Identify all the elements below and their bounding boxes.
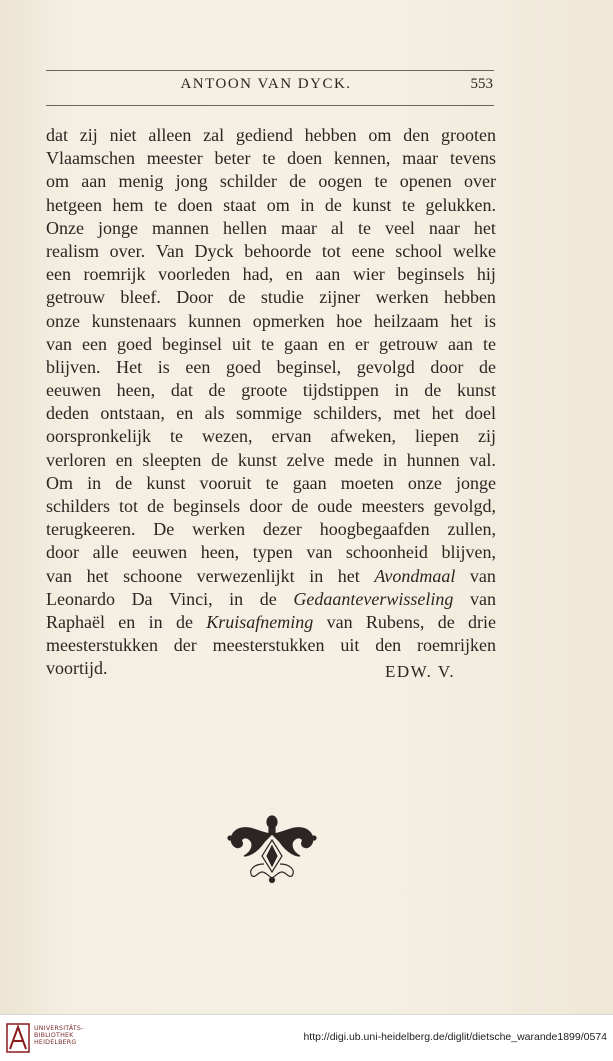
word: onze: [407, 472, 442, 493]
word: schoonheid: [345, 542, 428, 563]
word: opmerken: [252, 310, 325, 331]
word: menig: [118, 171, 164, 192]
word: voortijd.: [46, 658, 108, 679]
word: werken: [375, 287, 429, 308]
word: goed: [116, 333, 152, 354]
word: kunst: [456, 380, 496, 401]
word: de: [479, 356, 496, 377]
word: Het: [116, 356, 143, 377]
word: kunst: [352, 194, 392, 215]
text-line: [46, 356, 496, 379]
word: Rubens,: [365, 611, 425, 632]
header-rule-bottom: [46, 105, 494, 106]
word: het: [86, 565, 109, 586]
word: kunnen: [188, 310, 242, 331]
word: tot: [321, 240, 341, 261]
word: hetgeen: [46, 194, 102, 215]
word: sleepten: [142, 449, 202, 470]
digitization-footer: [0, 1014, 613, 1061]
word: gaan: [292, 472, 327, 493]
word: dezer: [262, 519, 302, 540]
word: deden: [46, 403, 89, 424]
word: had,: [242, 264, 274, 285]
italic-title: Kruisafneming: [206, 611, 314, 632]
word: maar: [402, 148, 439, 169]
word: onze: [46, 310, 80, 331]
logo-line: UNIVERSITÄTS-: [34, 1025, 84, 1032]
word: te: [374, 171, 388, 192]
library-logo-text: [34, 1025, 84, 1047]
text-line: [46, 402, 496, 425]
word: eeuwen: [46, 380, 101, 401]
word: meesters: [361, 496, 425, 516]
word: tot: [119, 496, 139, 516]
word: Onze: [46, 217, 84, 238]
word: de: [147, 496, 165, 516]
word: openen: [399, 171, 452, 192]
word: liepen: [415, 426, 459, 447]
library-logo-icon: [6, 1023, 30, 1053]
word: van: [326, 611, 353, 632]
word: een: [185, 356, 211, 377]
word: de: [228, 287, 246, 308]
text-line: [46, 333, 496, 356]
word: uit: [231, 333, 251, 354]
word: gediend: [235, 125, 293, 145]
word: al: [330, 217, 344, 238]
body-text: [46, 124, 496, 681]
word: dat: [46, 125, 68, 145]
word: schilders: [46, 496, 110, 516]
word: het: [450, 310, 473, 331]
word: Van: [155, 240, 184, 261]
word: den: [375, 635, 402, 656]
word: hoe: [336, 310, 363, 331]
word: gelukken.: [425, 194, 496, 215]
word: gaan: [284, 333, 318, 354]
word: Vinci,: [169, 588, 213, 609]
word: verloren: [46, 449, 106, 470]
word: aan: [315, 264, 341, 285]
word: staat: [223, 194, 257, 215]
word: roemrijk: [83, 264, 146, 285]
text-line: [46, 518, 496, 541]
word: beginsels: [173, 496, 241, 516]
word: roemrijken: [417, 635, 496, 656]
word: werken: [192, 519, 246, 540]
word: hellen: [222, 217, 267, 238]
word: hem: [112, 194, 144, 215]
word: te: [170, 426, 184, 447]
word: getrouw: [46, 287, 105, 308]
word: van: [46, 565, 72, 586]
text-line: [46, 310, 496, 333]
word: sommige: [235, 403, 302, 424]
word: uit: [340, 635, 360, 656]
word: gevolgd,: [433, 496, 496, 516]
text-line: [46, 263, 496, 286]
word: is: [157, 356, 170, 377]
word: Dyck: [194, 240, 234, 261]
word: beginsels: [397, 264, 465, 285]
word: vooruit: [199, 472, 252, 493]
word: groote: [241, 380, 288, 401]
word: Da: [131, 588, 153, 609]
word: aan: [81, 171, 107, 192]
word: het: [337, 565, 360, 586]
word: verwezenlijkt: [196, 565, 295, 586]
word: te: [265, 472, 279, 493]
word: niet: [109, 125, 137, 145]
word: van: [469, 565, 496, 586]
word: om: [368, 125, 392, 145]
word: de: [211, 449, 229, 470]
italic-title: Gedaanteverwisseling: [293, 588, 454, 609]
word: een: [46, 264, 71, 285]
word: hebben: [304, 125, 357, 145]
word: doel: [464, 403, 496, 424]
word: de: [115, 472, 133, 493]
word: jonge: [455, 472, 496, 493]
word: gevolgd: [356, 356, 415, 377]
word: blijven.: [46, 356, 101, 377]
word: Door: [176, 287, 214, 308]
word: van: [46, 333, 72, 354]
word: en: [285, 264, 303, 285]
word: zelve: [286, 449, 325, 470]
word: Vlaamschen: [46, 148, 135, 169]
word: als: [204, 403, 225, 424]
word: oorspronkelijk: [46, 426, 151, 447]
word: heen,: [200, 542, 240, 563]
word: beter: [214, 148, 251, 169]
word: hoogbegaafden: [319, 519, 430, 540]
text-line: [46, 634, 496, 657]
word: meesterstukken: [46, 635, 158, 656]
word: er: [354, 333, 369, 354]
text-line: [46, 217, 496, 240]
word: goed: [226, 356, 261, 377]
word: het: [431, 403, 454, 424]
word: getrouw: [378, 333, 438, 354]
fleuron-ornament-icon: [222, 812, 322, 884]
text-line: [46, 147, 496, 170]
word: val.: [469, 449, 496, 470]
text-line: [46, 425, 496, 448]
word: ervan: [271, 426, 312, 447]
word: is: [483, 310, 496, 331]
word: om: [266, 194, 290, 215]
word: bleef.: [120, 287, 161, 308]
italic-title: Avondmaal: [374, 565, 456, 586]
text-line: [46, 194, 496, 217]
word: te: [154, 194, 168, 215]
text-line: [46, 495, 496, 518]
word: van: [469, 588, 496, 609]
word: zij: [478, 426, 496, 447]
word: dat: [170, 380, 193, 401]
word: De: [153, 519, 175, 540]
word: eeuwen: [132, 542, 188, 563]
word: den: [403, 125, 430, 145]
word: in: [309, 565, 324, 586]
word: en: [327, 333, 345, 354]
word: een: [82, 333, 107, 354]
source-url[interactable]: http://digi.ub.uni-heidelberg.de/diglit/dietsche_warande1899/0574: [303, 1031, 607, 1043]
word: alleen: [148, 125, 192, 145]
word: de: [324, 194, 342, 215]
word: in: [382, 449, 397, 470]
word: mannen: [151, 217, 209, 238]
word: eene: [351, 240, 385, 261]
word: wier: [352, 264, 385, 285]
word: voorleden: [158, 264, 231, 285]
word: doen: [287, 148, 323, 169]
word: jong: [175, 171, 208, 192]
word: zijner: [319, 287, 361, 308]
word: over.: [109, 240, 146, 261]
word: drie: [468, 611, 496, 632]
word: tevens: [449, 148, 496, 169]
word: naar: [428, 217, 460, 238]
running-title: ANTOON VAN DYCK.: [180, 76, 352, 92]
word: te: [262, 148, 276, 169]
word: om: [46, 171, 70, 192]
word: oogen: [318, 171, 363, 192]
word: te: [357, 217, 371, 238]
word: de: [291, 496, 309, 516]
word: Raphaël: [46, 611, 105, 632]
header-rule-top: [46, 70, 494, 71]
word: schilder: [219, 171, 277, 192]
word: aan: [447, 333, 473, 354]
word: jonge: [97, 217, 138, 238]
word: mede: [334, 449, 374, 470]
word: veel: [384, 217, 415, 238]
author-signature: EDW. V.: [385, 662, 456, 681]
text-line: [46, 541, 496, 564]
word: welke: [452, 240, 496, 261]
word: schilders,: [313, 403, 382, 424]
word: behoorde: [244, 240, 312, 261]
word: zullen,: [447, 519, 496, 540]
word: te: [401, 194, 415, 215]
page-number: 553: [470, 76, 493, 92]
word: door: [430, 356, 464, 377]
text-line: [46, 588, 496, 611]
word: hij: [476, 264, 496, 285]
text-line: [46, 170, 496, 193]
word: en: [118, 611, 136, 632]
word: te: [482, 333, 496, 354]
word: kunst: [146, 472, 186, 493]
word: typen: [252, 542, 293, 563]
word: schoone: [123, 565, 183, 586]
word: door: [249, 496, 283, 516]
word: meesterstukken: [212, 635, 325, 656]
word: kunst: [237, 449, 277, 470]
word: Om: [46, 472, 73, 493]
word: maar: [280, 217, 317, 238]
word: heen,: [116, 380, 156, 401]
word: de: [208, 380, 226, 401]
word: moeten: [340, 472, 394, 493]
word: de: [175, 611, 193, 632]
word: kennen,: [333, 148, 391, 169]
word: de: [424, 380, 442, 401]
word: kunstenaars: [91, 310, 177, 331]
word: in: [394, 380, 409, 401]
text-line: [46, 379, 496, 402]
word: meester: [146, 148, 203, 169]
word: der: [173, 635, 197, 656]
word: zij: [79, 125, 98, 145]
word: afweken,: [330, 426, 396, 447]
word: heilzaam: [373, 310, 439, 331]
word: in: [148, 611, 163, 632]
word: beginsel,: [276, 356, 342, 377]
word: doen: [177, 194, 213, 215]
word: oude: [317, 496, 353, 516]
word: alle: [92, 542, 119, 563]
word: in: [87, 472, 102, 493]
word: met: [393, 403, 421, 424]
word: beginsel: [161, 333, 222, 354]
word: het: [473, 217, 496, 238]
word: en: [176, 403, 194, 424]
word: grooten: [440, 125, 496, 145]
word: in: [229, 588, 244, 609]
logo-line: HEIDELBERG: [34, 1039, 77, 1047]
word: de: [437, 611, 455, 632]
word: school: [395, 240, 443, 261]
word: tijdstippen: [302, 380, 379, 401]
word: en: [115, 449, 133, 470]
word: zal: [203, 125, 225, 145]
text-line: [46, 124, 496, 147]
word: over: [463, 171, 496, 192]
word: door: [46, 542, 79, 563]
word: ontstaan,: [100, 403, 165, 424]
text-line: [46, 286, 496, 309]
text-line: [46, 472, 496, 495]
word: terugkeeren.: [46, 519, 136, 540]
word: de: [259, 588, 277, 609]
word: van: [306, 542, 333, 563]
logo-line: BIBLIOTHEK: [34, 1032, 74, 1040]
word: Leonardo: [46, 588, 115, 609]
text-line: [46, 240, 496, 263]
word: realism: [46, 240, 99, 261]
text-line: [46, 449, 496, 472]
text-line: [46, 611, 496, 634]
word: blijven,: [441, 542, 496, 563]
word: in: [300, 194, 315, 215]
word: studie: [260, 287, 304, 308]
word: de: [289, 171, 307, 192]
word: wezen,: [202, 426, 253, 447]
text-line: [46, 565, 496, 588]
word: hunnen: [406, 449, 460, 470]
word: te: [261, 333, 274, 354]
word: hebben: [443, 287, 496, 308]
